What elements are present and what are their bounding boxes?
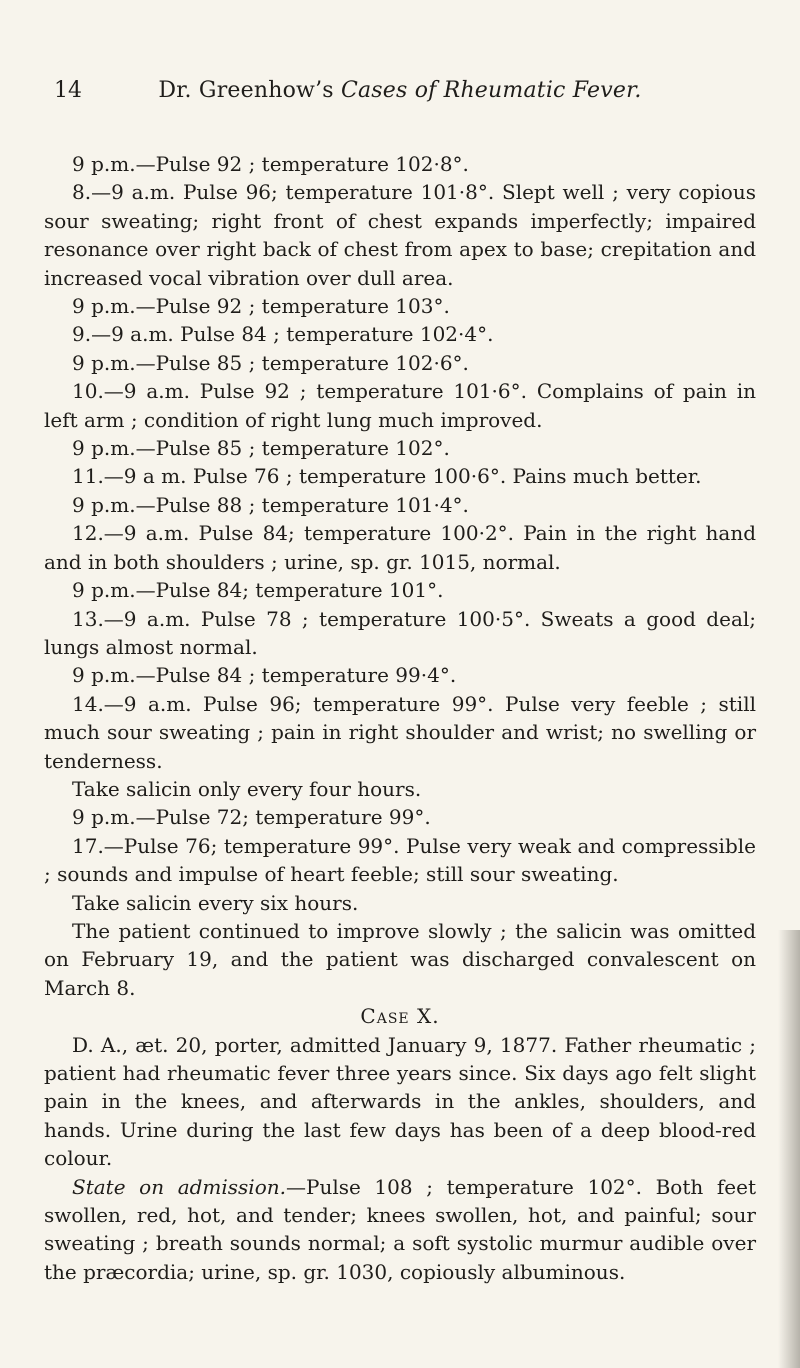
admission-paragraph xyxy=(44,1173,756,1287)
entry-line: Take salicin only every four hours. xyxy=(72,776,422,801)
page-number: 14 xyxy=(54,78,82,103)
entry-line: 9 p.m.—Pulse 88 ; temperature 101·4°. xyxy=(72,492,469,517)
entry-line: 8.—9 a.m. Pulse 96; temperature 101·8°. Slept well ; very copious sour sweating; right front of chest expands imperfectly; impaired resonance over right back of chest from apex to base; crepitation and increased vocal vibration over dull area. xyxy=(44,180,756,290)
case-intro: D. A., æt. 20, porter, admitted January 9, 1877. Father rheumatic ; patient had rheumatic fever three years since. Six days ago felt slight pain in the knees, and afterwards in the ankles, shoulders, and hands. Urine during the last few days has been of a deep blood-red colour. xyxy=(44,1032,756,1171)
page-header xyxy=(44,78,756,118)
body-text xyxy=(44,150,756,1286)
entry-line: 9.—9 a.m. Pulse 84 ; temperature 102·4°. xyxy=(72,322,494,347)
entry-line: 9 p.m.—Pulse 72; temperature 99°. xyxy=(72,805,431,830)
entry-line: 17.—Pulse 76; temperature 99°. Pulse very weak and compressible ; sounds and impulse of heart feeble; still sour sweating. xyxy=(44,833,756,887)
entry-line: 11.—9 a m. Pulse 76 ; temperature 100·6°. Pains much better. xyxy=(72,464,702,489)
entry-line: 13.—9 a.m. Pulse 78 ; temperature 100·5°. Sweats a good deal; lungs almost normal. xyxy=(44,606,756,659)
entry-line: 14.—9 a.m. Pulse 96; temperature 99°. Pulse very feeble ; still much sour sweating ; pain in right shoulder and wrist; no swelling or tenderness. xyxy=(44,691,756,773)
running-head-title: Cases of Rheumatic Fever. xyxy=(340,78,642,103)
entry-line: The patient continued to improve slowly ; the salicin was omitted on February 19, and the patient was discharged convalescent on March 8. xyxy=(44,918,756,1000)
running-head xyxy=(44,78,756,103)
entry-line: Take salicin every six hours. xyxy=(72,890,359,915)
entry-line: 9 p.m.—Pulse 84; temperature 101°. xyxy=(72,578,444,603)
entry-line: 9 p.m.—Pulse 92 ; temperature 102·8°. xyxy=(72,152,469,176)
case-heading: Case X. xyxy=(360,1004,440,1029)
entry-line: 9 p.m.—Pulse 92 ; temperature 103°. xyxy=(72,294,450,319)
page-edge-shadow xyxy=(778,930,800,1368)
entry-line: 12.—9 a.m. Pulse 84; temperature 100·2°. Pain in the right hand and in both shoulders ; urine, sp. gr. 1015, normal. xyxy=(44,521,756,574)
entry-line: 9 p.m.—Pulse 85 ; temperature 102°. xyxy=(72,436,450,461)
entry-line: 9 p.m.—Pulse 84 ; temperature 99·4°. xyxy=(72,663,457,688)
admission-text: —Pulse 108 ; temperature 102°. Both feet swollen, red, hot, and tender; knees swollen, hot, and painful; sour sweating ; breath sounds normal; a soft systolic murmur audible over the præcordia; urine, sp. gr. 1030, copiously albuminous. xyxy=(44,1174,756,1284)
entry-line: 10.—9 a.m. Pulse 92 ; temperature 101·6°. Complains of pain in left arm ; condition of right lung much improved. xyxy=(44,379,756,432)
entry-line: 9 p.m.—Pulse 85 ; temperature 102·6°. xyxy=(72,350,469,375)
running-head-author: Dr. Greenhow’s xyxy=(158,78,341,103)
admission-label: State on admission. xyxy=(72,1174,286,1199)
